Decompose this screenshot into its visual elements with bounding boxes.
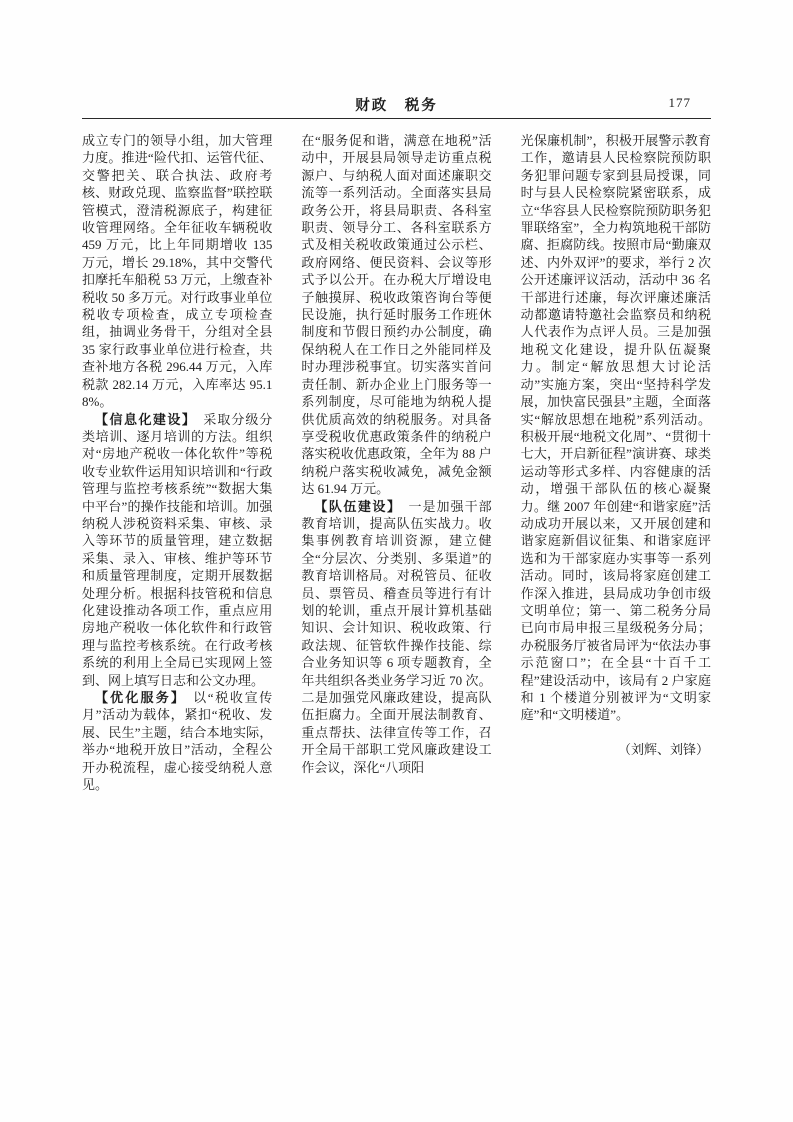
body-paragraph: [82, 132, 272, 411]
section-heading: 【信息化建设】: [95, 411, 197, 427]
section-heading: 【优化服务】: [95, 690, 187, 705]
paragraph-text: 光保廉机制”，积极开展警示教育工作，邀请县人民检察院预防职务犯罪问题专家到县局授课，同时与县人民检察院紧密联系，成立“华容县人民检察院预防职务犯罪联络室”，全力构筑地税干部防腐、拒腐防线。按照市局“勤廉双述、内外双评”的要求，举行 2 次公开述廉评议活动，活动中 36 名干部进行述廉，每次评廉述廉活动都邀请特邀社会监察员和纳税人代表作为点评人员。三是加强地税文化建设，提升队伍凝聚力。制定“解放思想大讨论活动”实施方案，突出“坚持科学发展，加快富民强县”主题，全面落实“解放思想在地税”系列活动。积极开展“地税文化周”、“贯彻十七大，开启新征程”演讲赛、球类运动等形式多样、内容健康的活动，增强干部队伍的核心凝聚力。继 2007 年创建“和谐家庭”活动成功开展以来，又开展创建和谐家庭新倡议征集、和谐家庭评选和为干部家庭办实事等一系列活动。同时，该局将家庭创建工作深入推进，县局成功争创市级文明单位；第一、第二税务分局已向市局申报三星级税务分局；办税服务厅被省局评为“依法办事示范窗口”；在全县“十百千工程”建设活动中，该局有 2 户家庭和 1 个楼道分别被评为“文明家庭”和“文明楼道”。: [520, 133, 711, 723]
article-columns: [82, 132, 711, 793]
column-1: [82, 132, 272, 793]
body-paragraph: [301, 132, 491, 498]
running-head-title: 财政 税务: [355, 98, 438, 114]
header-rule: [82, 118, 711, 119]
section-heading: 【队伍建设】: [314, 498, 402, 514]
page-number: 177: [668, 95, 691, 110]
page-header: [82, 94, 711, 116]
paragraph-text: 在“服务促和谐，满意在地税”活动中，开展县局领导走访重点税源户、与纳税人面对面述廉职交流等一系列活动。全面落实县局政务公开，将县局职责、各科室职责、领导分工、各科室联系方式及相关税收政策通过公示栏、政府网络、便民资料、会议等形式予以公开。在办税大厅增设电子触摸屏、税收政策咨询台等便民设施，执行延时服务工作班休制度和节假日预约办公制度，确保纳税人在工作日之外能同样及时办理涉税事宜。切实落实首问责任制、新办企业上门服务等一系列制度，尽可能地为纳税人提供优质高效的纳税服务。对具备享受税收优惠政策条件的纳税户落实税收优惠政策，全年为 88 户纳税户落实税收减免，减免金额达 61.94 万元。: [301, 133, 492, 497]
section-paragraph: [82, 689, 272, 793]
section-text: 采取分级分类培训、逐月培训的方法。组织对“房地产税收一体化软件”等税收专业软件运用知识培训和“行政管理与监控考核系统”“数据大集中平台”的操作技能和培训。加强纳税人涉税资料采集、审核、录入等环节的质量管理，建立数据采集、录入、审核、维护等环节和质量管理制度，定期开展数据处理分析。根据科技管税和信息化建设推动各项工作，重点应用房地产税收一体化软件和行政管理与监控考核系统。在行政考核系统的利用上全局已实现网上签到、网上填写日志和公文办理。: [82, 411, 273, 688]
section-text: 一是加强干部教育培训，提高队伍实战力。收集事例教育培训资源，建立健全“分层次、分类别、多渠道”的教育培训格局。对税管员、征收员、票管员、稽查员等进行有计划的轮训，重点开展计算机基础知识、会计知识、税收政策、行政法规、征管软件操作技能、综合业务知识等 6 项专题教育，全年共组织各类业务学习近 70 次。二是加强党风廉政建设，提高队伍拒腐力。全面开展法制教育、重点帮扶、法律宣传等工作，召开全局干部职工党风廉政建设工作会议，深化“八项阳: [301, 498, 492, 775]
column-3: [521, 132, 711, 793]
column-2: [301, 132, 491, 793]
section-paragraph: [82, 411, 272, 690]
section-text: 以“税收宣传月”活动为载体，紧扣“税收、发展、民生”主题，结合本地实际，举办“地税开放日”活动，全程公开办税流程，虚心接受纳税人意见。: [82, 690, 273, 793]
author-signature: （刘辉、刘锋）: [617, 741, 709, 757]
page-content: [82, 94, 711, 793]
section-paragraph: [301, 498, 491, 777]
body-paragraph: [521, 132, 711, 724]
paragraph-text: 成立专门的领导小组，加大管理力度。推进“险代扣、运管代征、交警把关、联合执法、政府考核、财政兑现、监察监督”联控联管模式，澄清税源底子，构建征收管理网络。全年征收车辆税收 459 万元，比上年同期增收 135 万元，增长 29.18%，其中交警代扣摩托车船税 53 万元，上缴查补税收 50 多万元。对行政事业单位税收专项检查，成立专项检查组，抽调业务骨干，分组对全县 35 家行政事业单位进行检查，共查补地方各税 296.44 万元，入库税款 282.14 万元，入库率达 95.18%。: [82, 133, 273, 410]
